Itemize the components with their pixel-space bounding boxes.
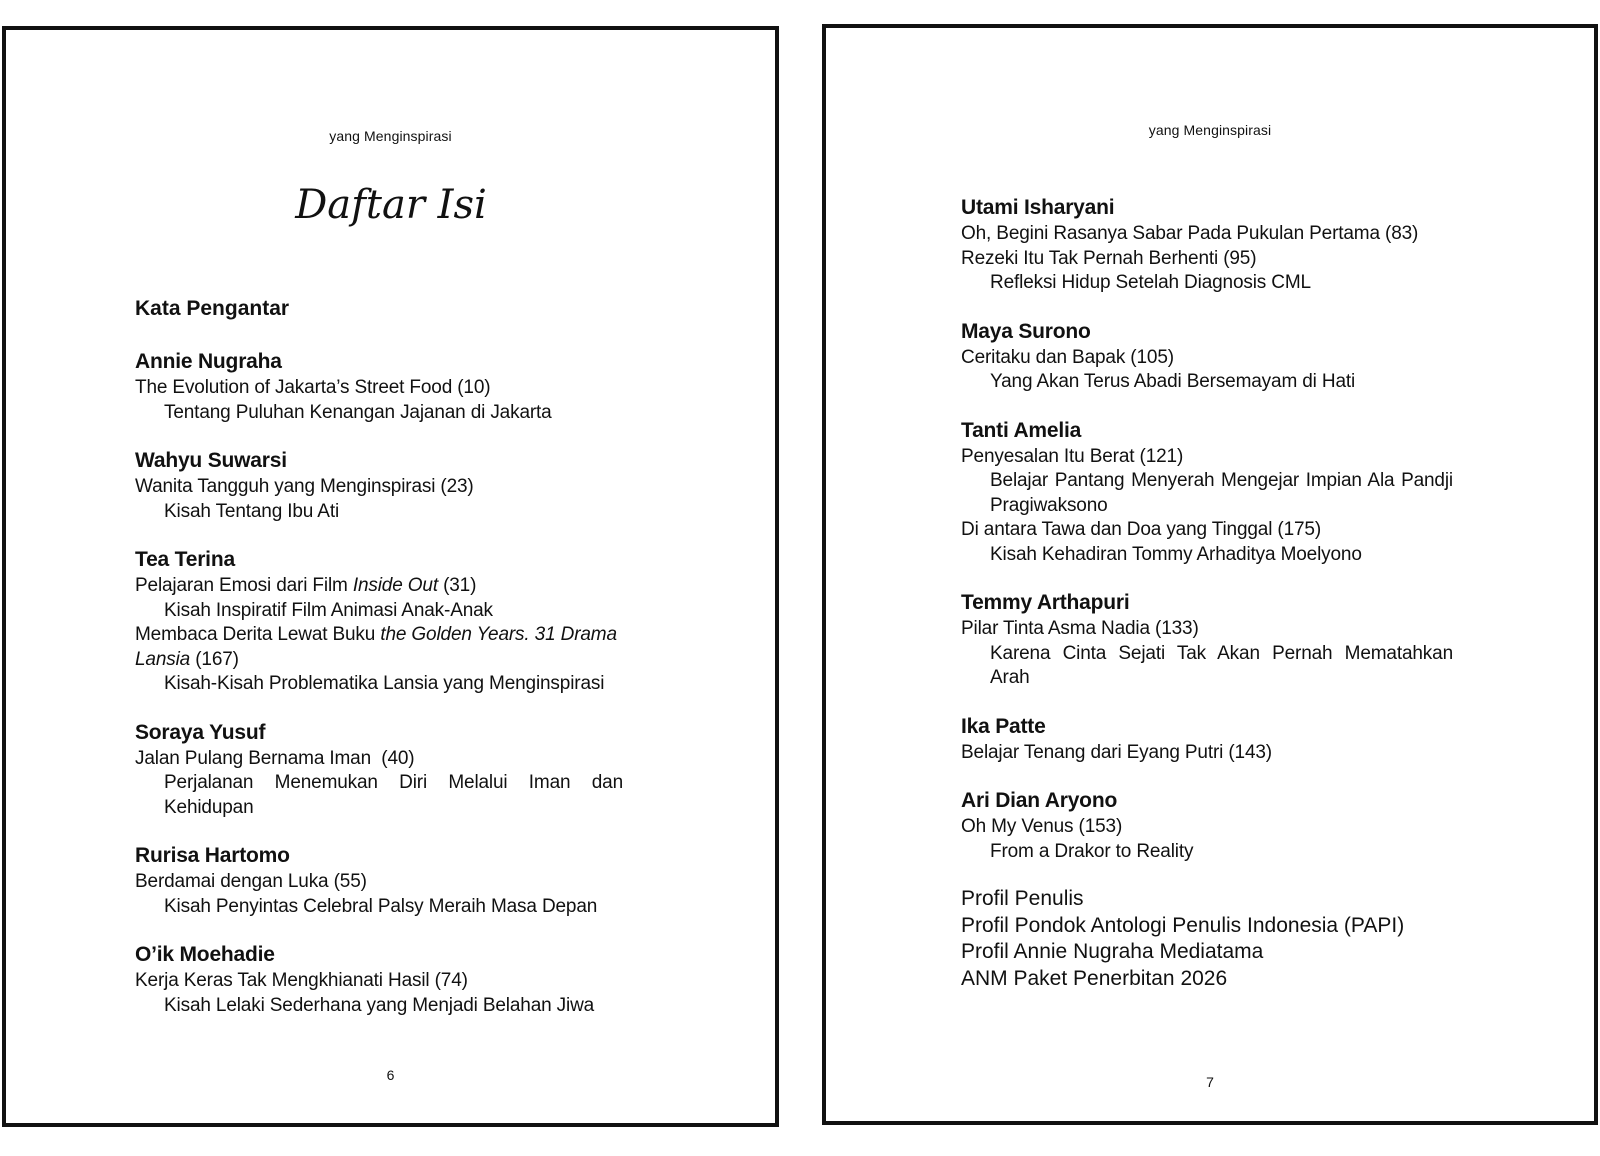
toc-entry [961,417,1453,568]
running-header: yang Menginspirasi [1148,122,1272,138]
toc-entry [961,194,1453,296]
toc-entry [135,941,623,1018]
author-name: Maya Surono [961,319,1091,343]
story-subtitle: Refleksi Hidup Setelah Diagnosis CML [990,272,1311,293]
story-title-text: Membaca Derita Lewat Buku [135,624,381,645]
toc-title [6,170,775,242]
story-title: Penyesalan Itu Berat (121) [961,445,1184,467]
front-matter-item: Kata Pengantar [135,297,290,320]
toc-entry [961,713,1453,766]
author-name: Wahyu Suwarsi [135,449,287,472]
book-page-left [2,26,779,1127]
story-title: Rezeki Itu Tak Pernah Berhenti (95) [961,247,1257,269]
story-title: Oh My Venus (153) [961,816,1123,837]
toc-title-script [294,170,487,242]
toc-entry [135,348,623,425]
story-subtitle: Kisah Inspiratif Film Animasi Anak-Anak [164,599,493,621]
back-matter [961,886,1453,992]
table-of-contents [135,295,623,1040]
story-title: Kerja Keras Tak Mengkhianati Hasil (74) [135,970,468,991]
story-title: Jalan Pulang Bernama Iman (40) [135,747,415,769]
toc-entry [961,589,1453,691]
page-number: 7 [1206,1074,1214,1090]
story-title [135,574,623,599]
back-matter-item: Profil Penulis [961,887,1084,910]
page-ref: (31) [437,575,477,596]
page-number: 6 [386,1067,395,1083]
story-title-text: Pelajaran Emosi dari Film [135,575,353,596]
story-subtitle: Kisah Kehadiran Tommy Arhaditya Moelyono [990,543,1362,565]
author-name: Annie Nugraha [135,350,282,373]
story-subtitle: Belajar Pantang Menyerah Mengejar Impian Ala Pandji Pragiwaksono [990,470,1453,516]
back-matter-item: Profil Annie Nugraha Mediatama [961,940,1264,963]
story-title: Berdamai dengan Luka (55) [135,871,367,892]
toc-entry [135,719,623,821]
story-title: Belajar Tenang dari Eyang Putri (143) [961,741,1272,763]
story-subtitle: Kisah Lelaki Sederhana yang Menjadi Belahan Jiwa [164,994,595,1016]
story-subtitle: Kisah Tentang Ibu Ati [164,500,340,522]
toc-entry [961,787,1453,864]
story-subtitle: Yang Akan Terus Abadi Bersemayam di Hati [990,371,1356,392]
story-subtitle-text: Perjalanan Menemukan Diri Melalui Iman dan Kehidupan [164,772,623,818]
story-title: Wanita Tangguh yang Menginspirasi (23) [135,476,474,497]
author-name: Soraya Yusuf [135,720,266,744]
story-subtitle: Kisah-Kisah Problematika Lansia yang Menginspirasi [164,673,605,694]
book-title: the Golden Years. 31 Drama Lansia [135,624,617,670]
author-name: O’ik Moehadie [135,943,275,966]
toc-entry [135,546,623,697]
author-name: Ari Dian Aryono [961,789,1118,812]
story-title: Oh, Begini Rasanya Sabar Pada Pukulan Pertama (83) [961,223,1419,244]
story-title [135,623,623,672]
story-subtitle: Tentang Puluhan Kenangan Jajanan di Jakarta [164,401,552,423]
page-ref: (167) [190,648,239,670]
story-title: Ceritaku dan Bapak (105) [961,346,1174,368]
toc-entry [961,318,1453,395]
author-name: Temmy Arthapuri [961,591,1130,614]
story-subtitle [135,771,623,820]
toc-entry [135,842,623,919]
story-subtitle: From a Drakor to Reality [990,840,1194,862]
author-name: Tanti Amelia [961,418,1082,442]
back-matter-item: ANM Paket Penerbitan 2026 [961,966,1228,990]
toc-title-text: Daftar Isi [294,182,487,228]
table-of-contents [961,194,1453,992]
book-page-right [822,24,1598,1125]
story-title: Pilar Tinta Asma Nadia (133) [961,618,1199,639]
author-name: Tea Terina [135,548,235,571]
film-title: Inside Out [352,575,438,596]
story-subtitle: Kisah Penyintas Celebral Palsy Meraih Masa Depan [164,895,598,917]
back-matter-item: Profil Pondok Antologi Penulis Indonesia (PAPI) [961,913,1405,937]
author-name: Ika Patte [961,714,1046,738]
story-title: The Evolution of Jakarta’s Street Food (10) [135,377,491,398]
running-header: yang Menginspirasi [329,128,452,144]
toc-entry [135,447,623,524]
story-title: Di antara Tawa dan Doa yang Tinggal (175) [961,519,1322,540]
author-name: Utami Isharyani [961,196,1115,219]
author-name: Rurisa Hartomo [135,844,290,867]
story-subtitle: Karena Cinta Sejati Tak Akan Pernah Mematahkan Arah [990,642,1453,688]
